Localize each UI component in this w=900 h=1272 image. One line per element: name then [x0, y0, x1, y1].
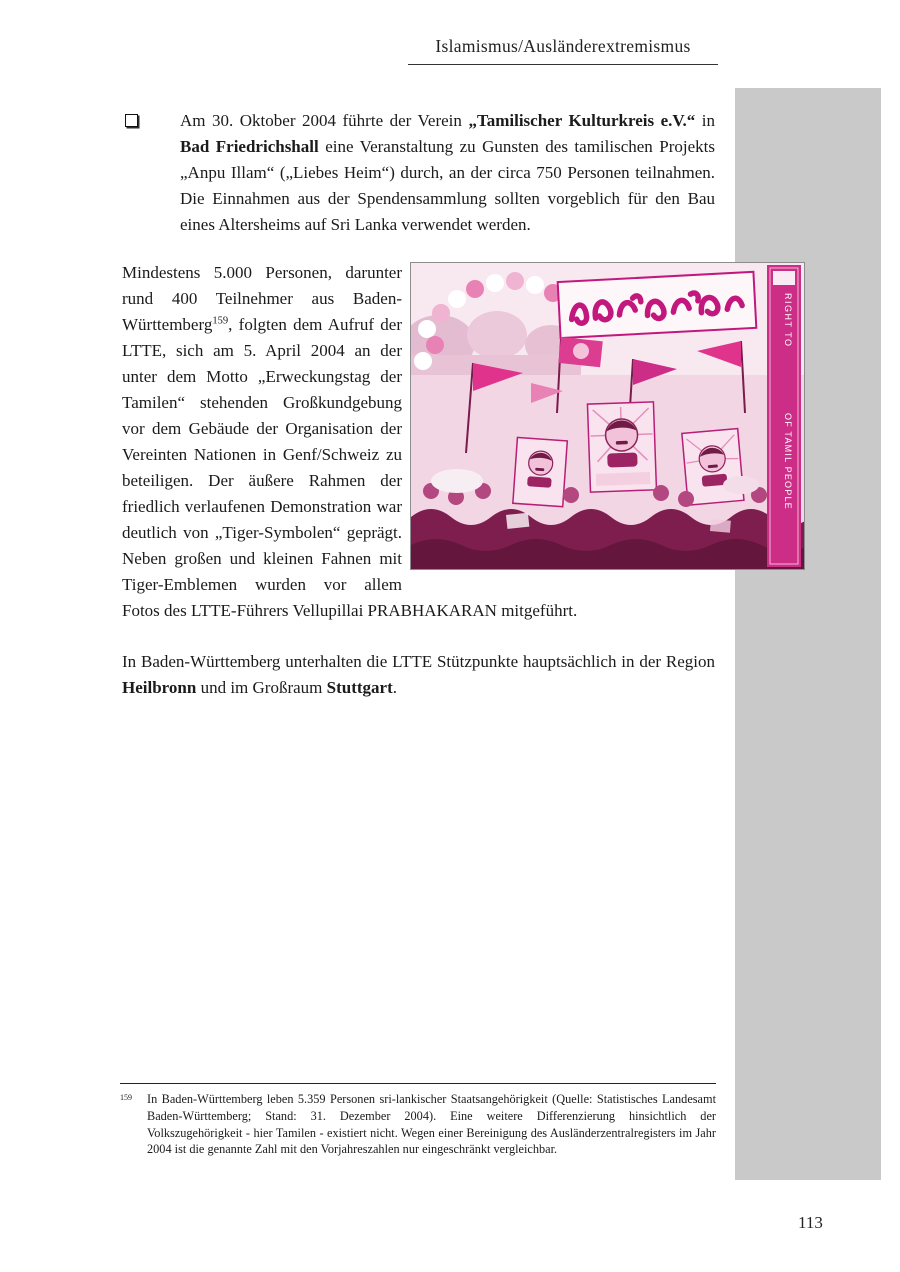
paragraph-demonstration	[122, 260, 793, 624]
square-bullet-icon	[125, 114, 138, 127]
running-header: Islamismus/Ausländerextremismus	[408, 36, 718, 65]
side-banner-text-top: RIGHT TO	[783, 293, 793, 348]
main-text-column	[122, 108, 793, 701]
bullet-item	[122, 108, 715, 238]
footnote-marker: 159	[120, 1093, 132, 1102]
side-banner	[767, 265, 801, 567]
bullet-paragraph: Am 30. Oktober 2004 führte der Verein „Tamilischer Kulturkreis e.V.“ in Bad Friedrichshall eine Veranstaltung zu Gunsten des tamilischen Projekts „Anpu Illam“ („Liebes Heim“) durch, an der circa 750 Personen teilnahmen. Die Einnahmen aus der Spendensammlung sollten vorgeblich für den Bau eines Altersheims auf Sri Lanka verwendet werden.	[180, 111, 715, 234]
page-number: 113	[798, 1213, 823, 1232]
side-banner-text-bottom: OF TAMIL PEOPLE	[783, 413, 793, 510]
footnote-divider	[120, 1083, 716, 1084]
right-margin-gray-bar	[735, 88, 881, 1180]
paragraph-demonstration-text: Mindestens 5.000 Personen, darunter rund 400 Teilnehmer aus Baden-Württemberg$^{159}$, folgten dem Aufruf der LTTE, sich am 5. April 2004 an der unter dem Motto „Erweckungstag der Tamilen“ stehenden Großkundgebung vor dem Gebäude der Organisation der Vereinten Nationen in Genf/Schweiz zu beteiligen. Der äußere Rahmen der friedlich verlaufenen Demonstration war deutlich von „Tiger-Symbolen“ geprägt. Neben großen und kleinen Fahnen mit Tiger-Emblemen wurden vor allem Fotos des LTTE-Führers Vellupillai PRABHAKARAN mitgeführt.	[122, 263, 578, 620]
paragraph-strongholds: In Baden-Württemberg unterhalten die LTTE Stützpunkte hauptsächlich in der Region Heilbronn und im Großraum Stuttgart.	[122, 652, 715, 697]
tamil-banner	[558, 272, 757, 338]
footnote-text: In Baden-Württemberg leben 5.359 Personen sri-lankischer Staatsangehörigkeit (Quelle: Statistisches Landesamt Baden-Württemberg; Stand: 31. Dezember 2004). Eine weitere Differenzierung hinsichtlich der Volkszugehörigkeit - hier Tamilen - existiert nicht. Wegen einer Bereinigung des Ausländerzentralregisters im Jahr 2004 ist die genannte Zahl mit den Vorjahreszahlen nur eingeschränkt vergleichbar.	[147, 1092, 716, 1157]
bullet-marker-column	[122, 108, 180, 238]
demonstration-photo	[410, 262, 805, 570]
footnote-block	[120, 1083, 716, 1158]
